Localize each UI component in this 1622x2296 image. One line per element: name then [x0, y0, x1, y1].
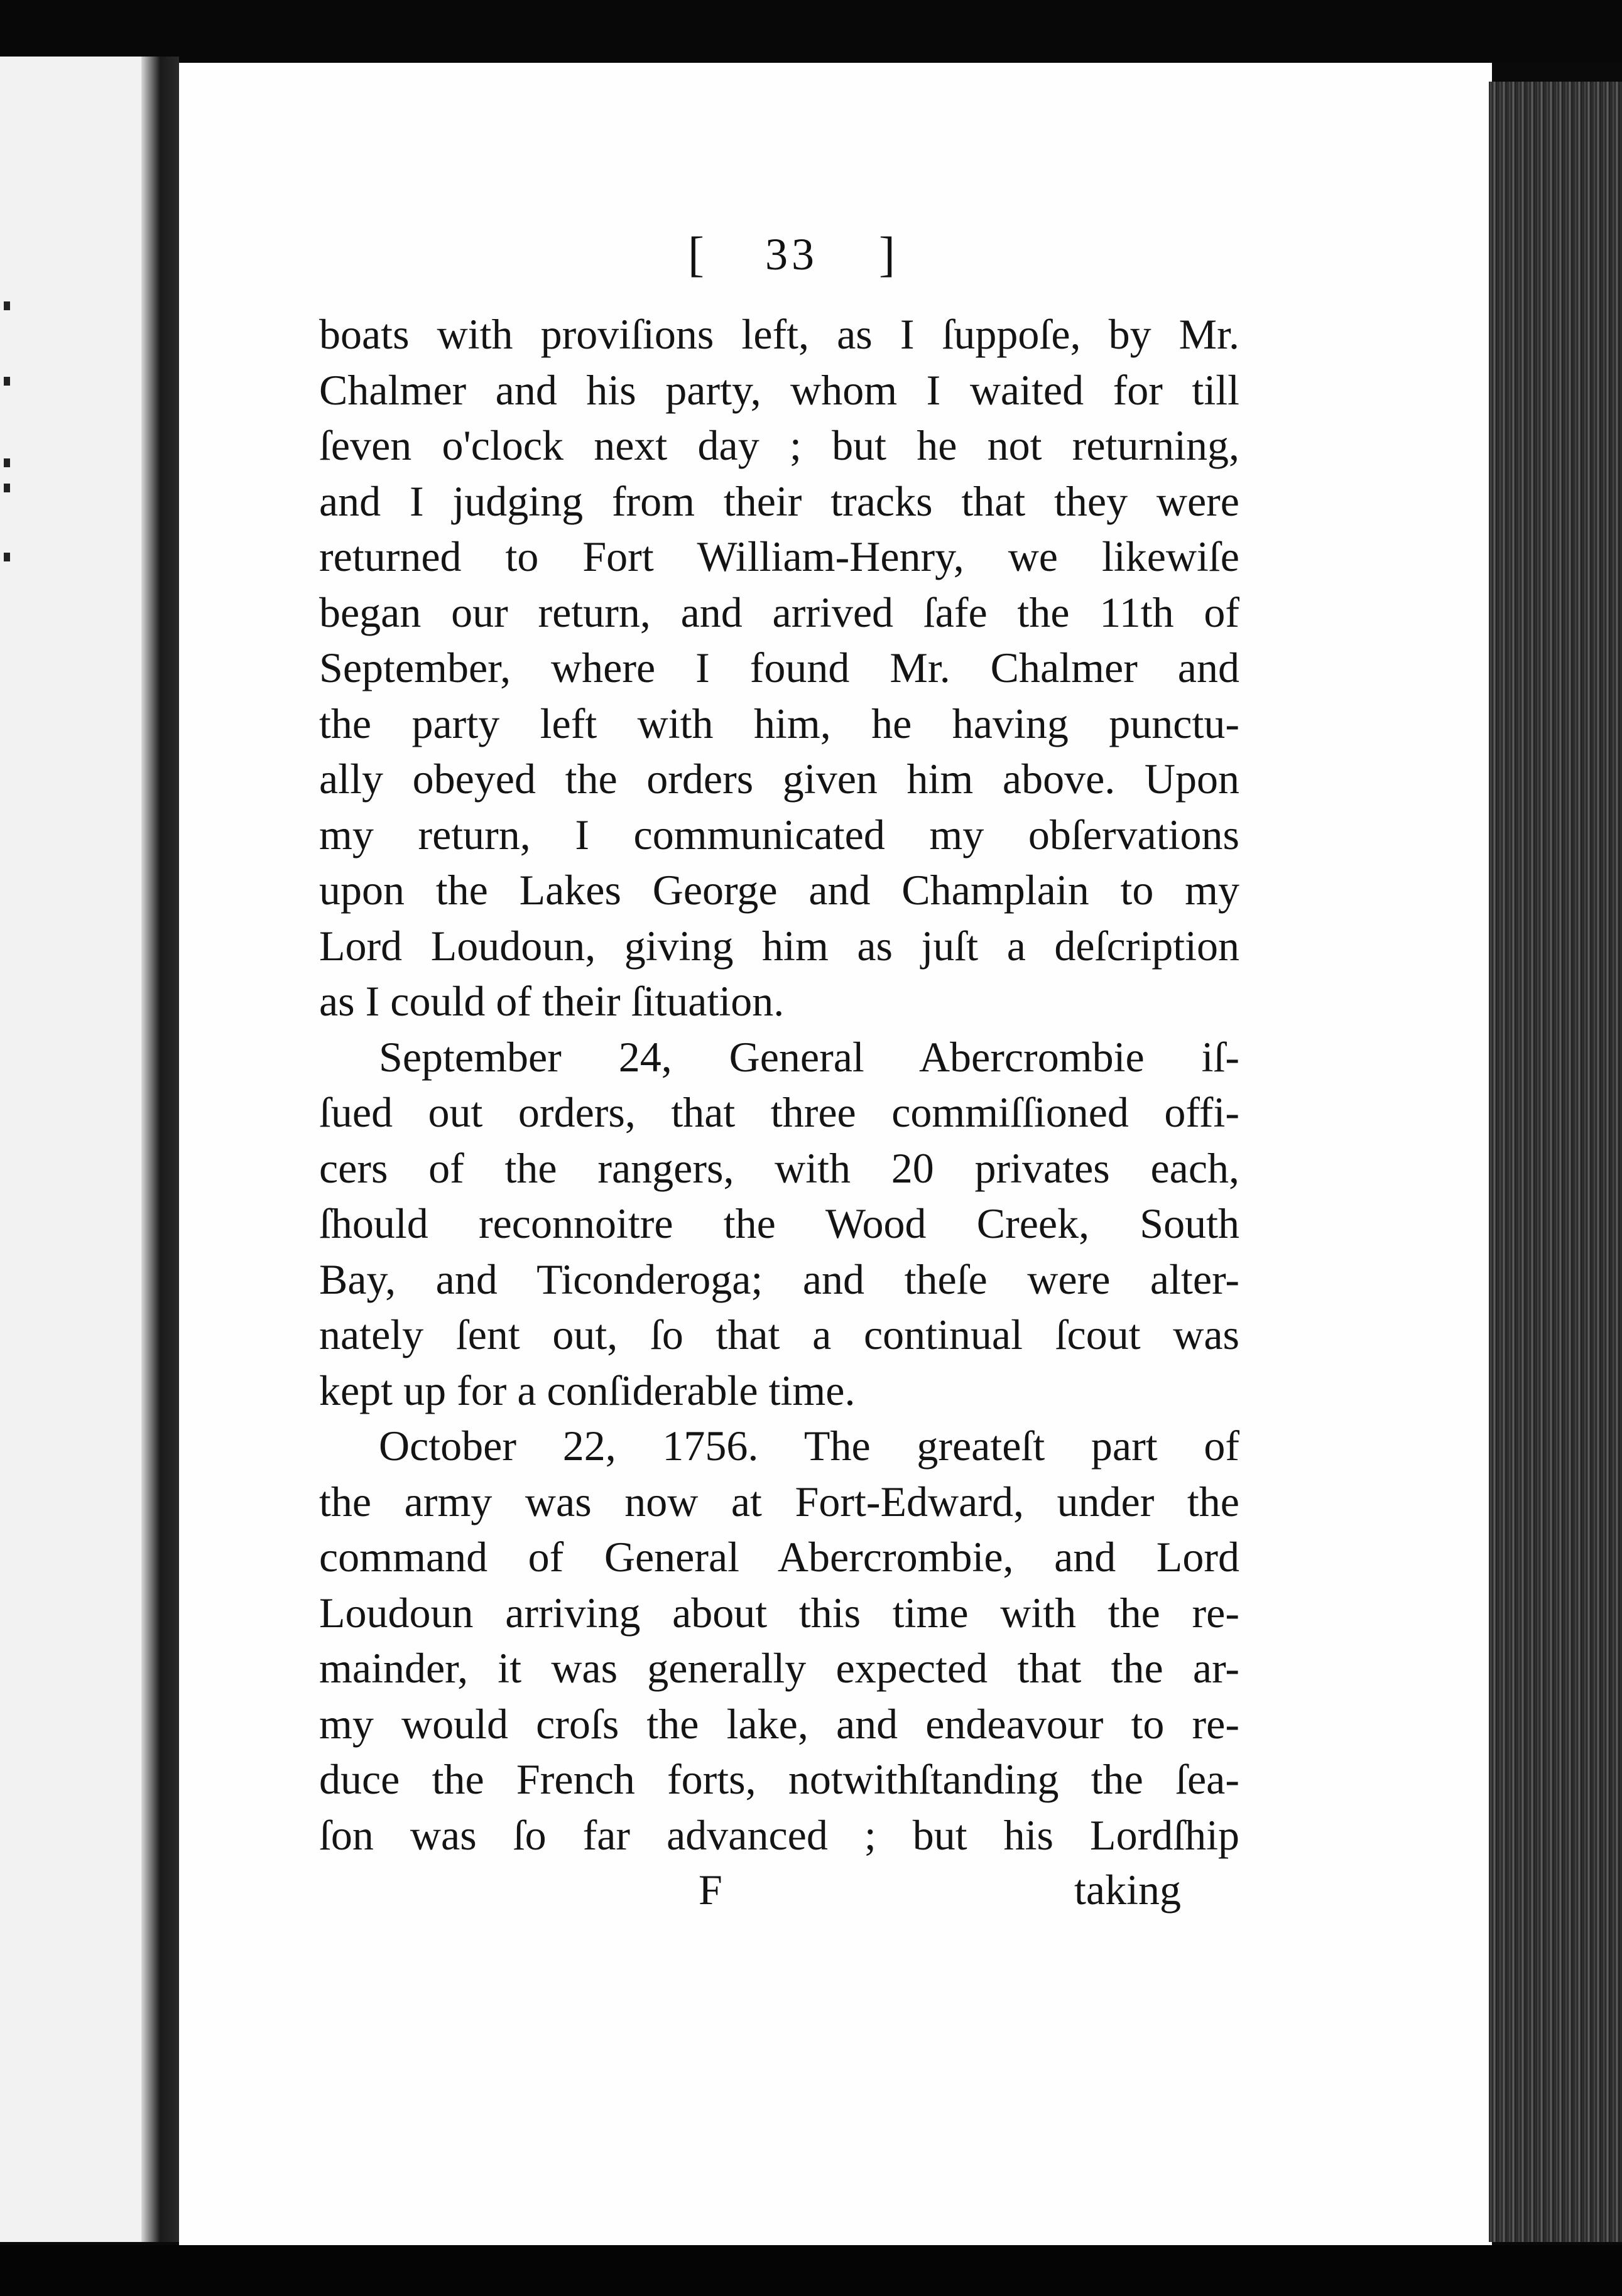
text-line: Chalmer and his party, whom I waited for till: [319, 366, 1239, 414]
text-line: boats with proviſions left, as I ſuppoſe, by Mr.: [319, 310, 1239, 358]
paragraph: [319, 306, 1239, 1029]
page-block-edge: [1489, 82, 1622, 2242]
text-line: Loudoun arriving about this time with the re-: [319, 1588, 1239, 1637]
text-line: ſon was ſo far advanced ; but his Lordſhip: [319, 1811, 1239, 1859]
text-line: cers of the rangers, with 20 privates each,: [319, 1144, 1239, 1192]
scan-top-border: [0, 0, 1622, 63]
facing-page-text-fragments: [0, 276, 19, 653]
text-line: Lord Loudoun, giving him as juſt a deſcription: [319, 921, 1239, 970]
open-bracket: [: [688, 227, 704, 281]
text-line: kept up for a conſiderable time.: [319, 1366, 856, 1414]
text-line: ſeven o'clock next day ; but he not returning,: [319, 421, 1239, 469]
signature-mark: F: [699, 1866, 722, 1914]
text-line: ſhould reconnoitre the Wood Creek, South: [319, 1199, 1239, 1247]
text-line: began our return, and arrived ſafe the 11th of: [319, 588, 1239, 636]
text-line: as I could of their ſituation.: [319, 977, 785, 1025]
text-line: my return, I communicated my obſervations: [319, 810, 1239, 858]
text-line: upon the Lakes George and Champlain to my: [319, 866, 1239, 914]
text-line: September, where I found Mr. Chalmer and: [319, 644, 1239, 691]
body-text: [319, 306, 1239, 1863]
text-line: returned to Fort William-Henry, we likewiſe: [319, 533, 1239, 580]
book-gutter: [141, 57, 179, 2242]
text-line: duce the French forts, notwithſtanding the ſea-: [319, 1755, 1239, 1803]
text-line: mainder, it was generally expected that the ar-: [319, 1644, 1239, 1692]
paragraph: [319, 1418, 1239, 1863]
scan-bottom-border: [0, 2245, 1622, 2296]
paragraph: [319, 1029, 1239, 1419]
text-line: the party left with him, he having punctu-: [319, 699, 1239, 747]
text-line: ſued out orders, that three commiſſioned offi-: [319, 1088, 1239, 1136]
text-line: the army was now at Fort-Edward, under the: [319, 1477, 1239, 1525]
text-line: Bay, and Ticonderoga; and theſe were alter-: [319, 1255, 1239, 1303]
text-line: command of General Abercrombie, and Lord: [319, 1533, 1239, 1581]
catchword: taking: [1074, 1866, 1181, 1914]
text-line: ally obeyed the orders given him above. Upon: [319, 755, 1239, 803]
facing-page-edge: [0, 57, 154, 2242]
text-line: nately ſent out, ſo that a continual ſcout was: [319, 1311, 1239, 1358]
text-line: October 22, 1756. The greateſt part of: [379, 1422, 1239, 1470]
text-line: September 24, General Abercrombie iſ-: [379, 1032, 1239, 1081]
close-bracket: ]: [879, 227, 895, 281]
text-line: my would croſs the lake, and endeavour to re-: [319, 1699, 1239, 1748]
text-line: and I judging from their tracks that they were: [319, 477, 1239, 525]
page-number: 33: [765, 229, 818, 279]
running-head: [688, 223, 895, 286]
